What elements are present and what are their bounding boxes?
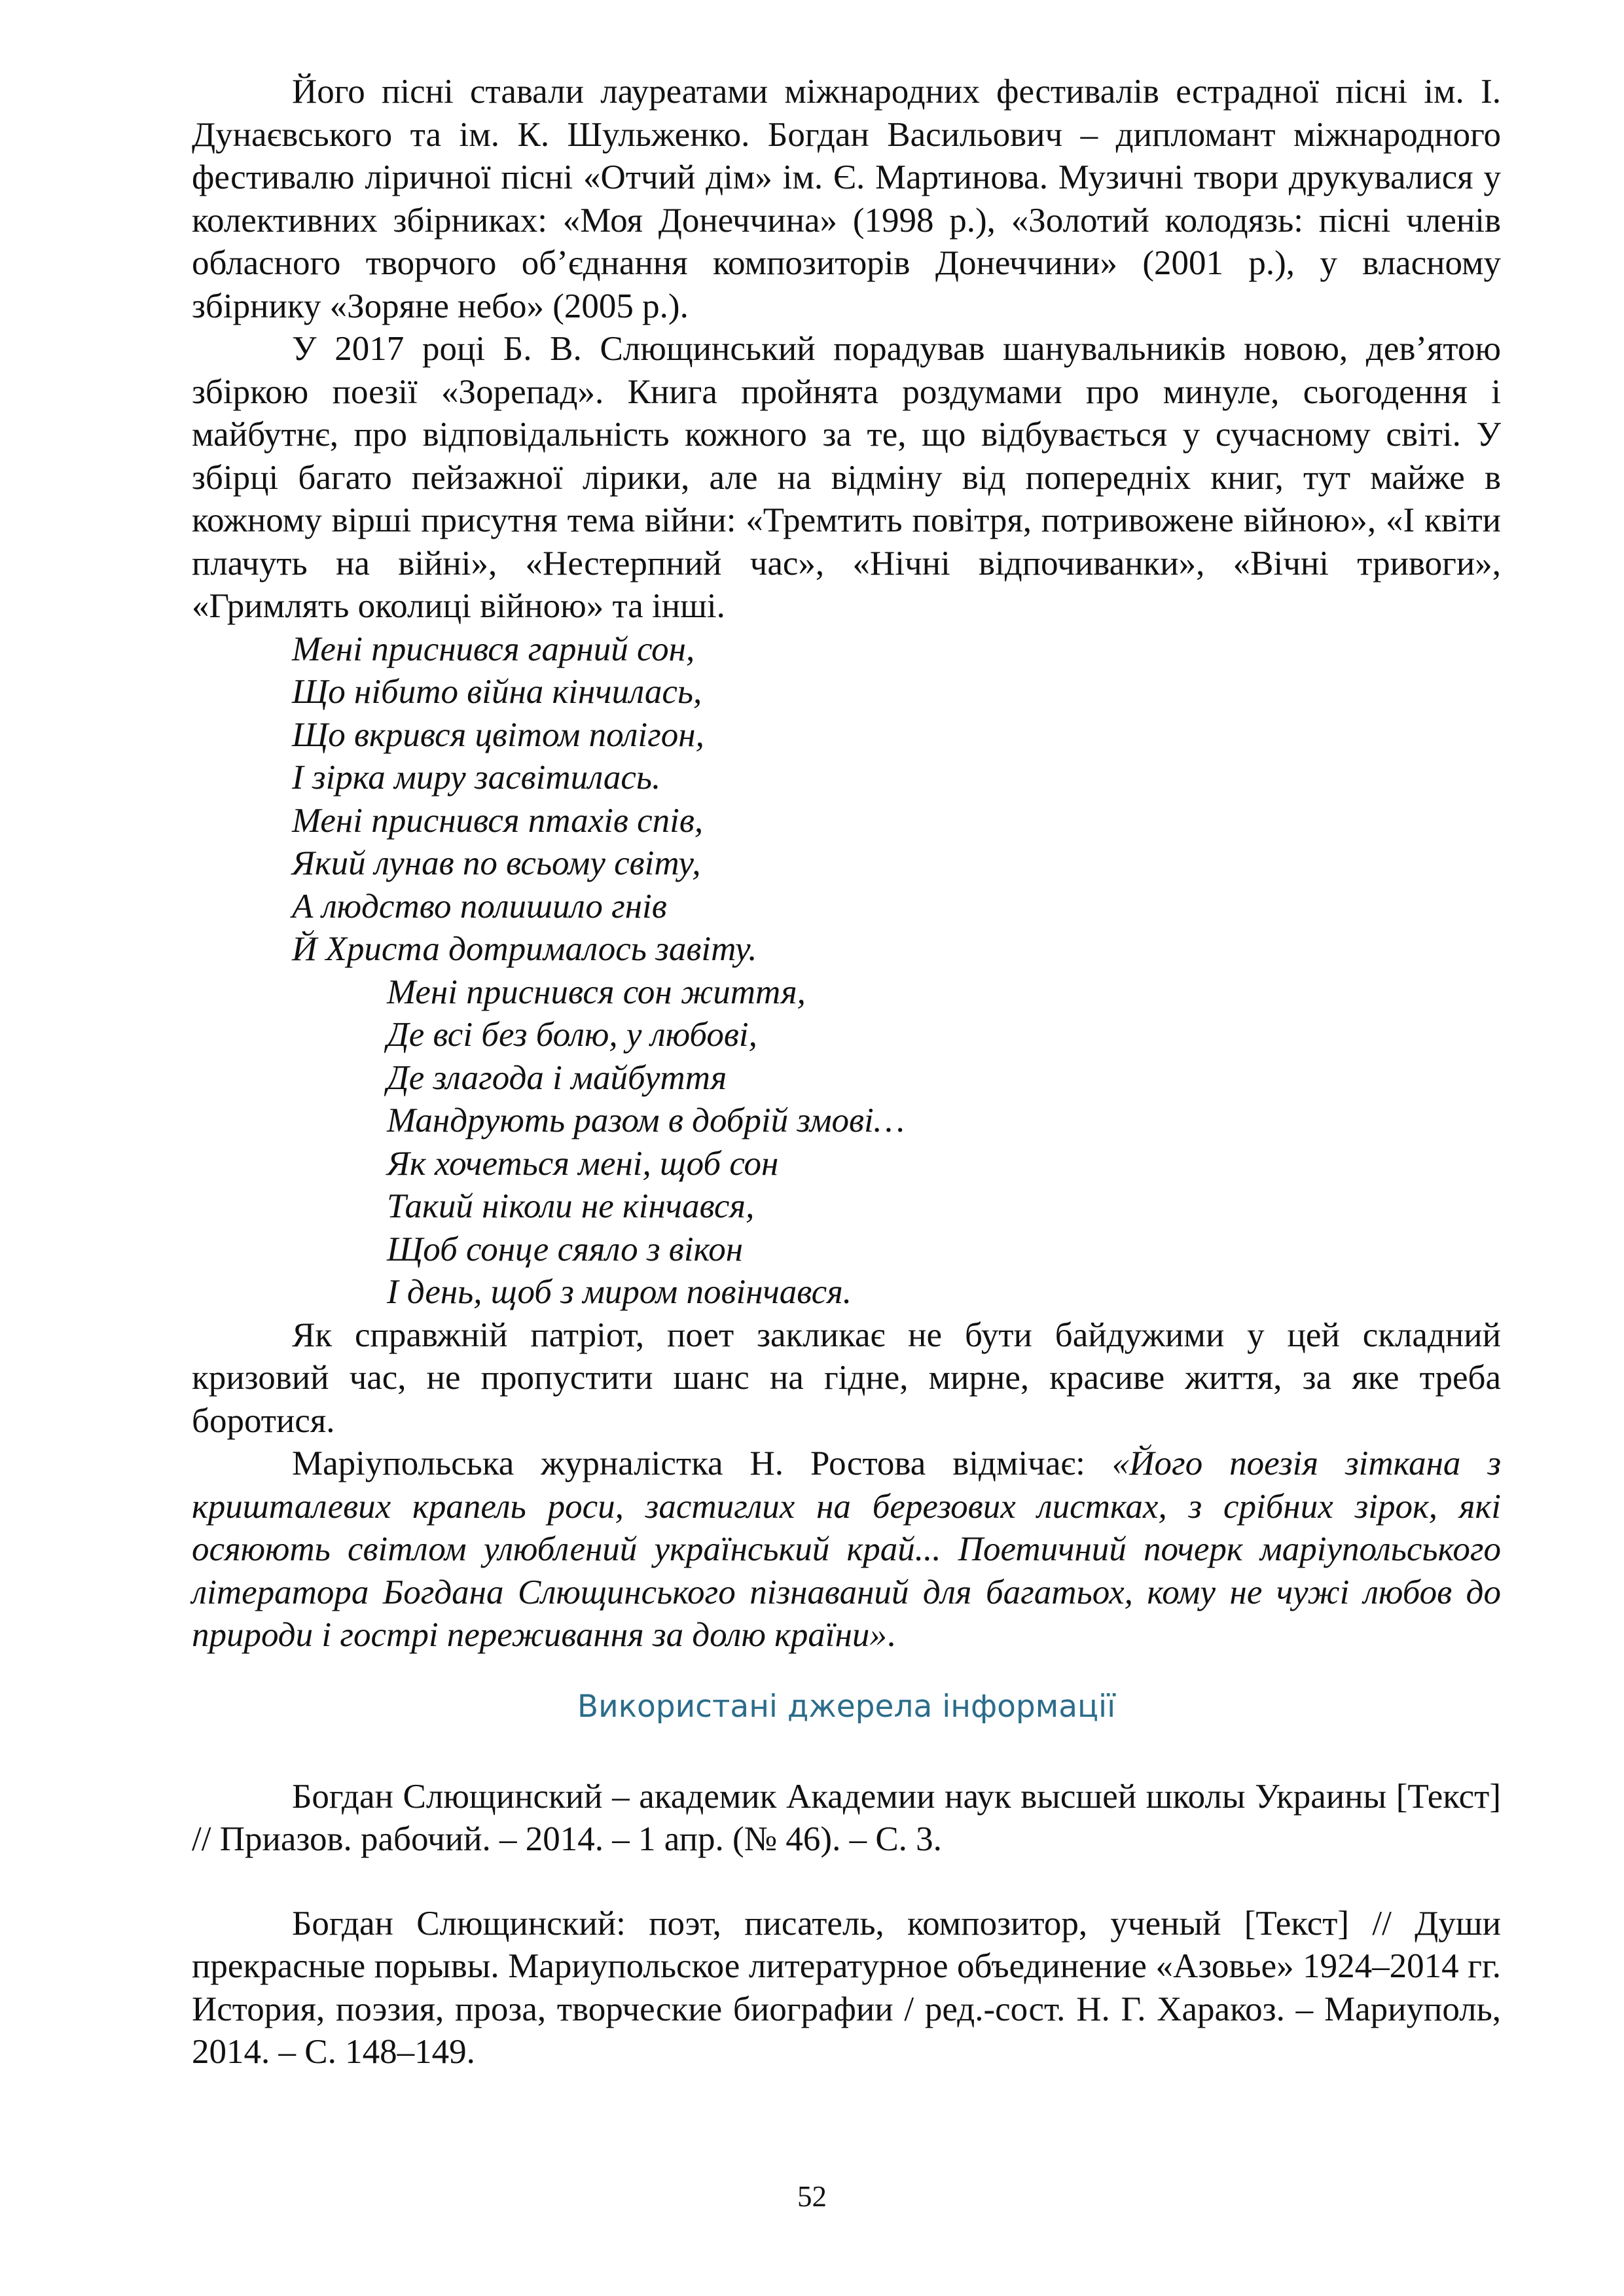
page-number: 52 <box>797 2180 827 2213</box>
poem-line: Мандрують разом в добрій змові… <box>387 1102 905 1139</box>
poem-line: Й Христа дотрималось завіту. <box>292 930 757 968</box>
poem-line: Що вкрився цвітом полігон, <box>292 715 704 754</box>
quote-lead: Маріупольська журналістка Н. Ростова відмічає: <box>292 1444 1112 1482</box>
poem-stanza <box>192 971 1501 1314</box>
quote-paragraph <box>192 1443 1501 1657</box>
page-content <box>192 71 1501 2074</box>
poem-line: І день, щоб з миром повінчався. <box>387 1273 852 1311</box>
poem-line: І зірка миру засвітилась. <box>292 759 661 797</box>
body-paragraph: У 2017 році Б. В. Слющинський порадував шанувальників новою, дев’ятою збіркою поезії «Зорепад». Книга пройнята роздумами про минуле, сьогодення і майбутнє, про відповідальність кожного за те, що відбувається у сучасному світі. У збірці багато пейзажної лірики, але на відміну від попередніх книг, тут майже в кожному вірші присутня тема війни: «Тремтить повітря, потривожене війною», «І квіти плачуть на війні», «Нестерпний час», «Нічні відпочиванки», «Вічні тривоги», «Гримлять околиці війною» та інші. <box>192 330 1501 625</box>
poem-stanza <box>192 628 1501 971</box>
poem-line: Мені приснився гарний сон, <box>292 630 695 668</box>
poem <box>192 628 1501 1314</box>
poem-line: Мені приснився сон життя, <box>387 973 806 1011</box>
poem-line: Де всі без болю, у любові, <box>387 1016 757 1054</box>
source-reference: Богдан Слющинский: поэт, писатель, композитор, ученый [Текст] // Души прекрасные порывы. Мариупольское литературное объединение «Азовье» 1924–2014 гг. История, поэзия, проза, творческие биографии / ред.-сост. Н. Г. Харакоз. – Мариуполь, 2014. – С. 148–149. <box>192 1904 1501 2071</box>
quote-text: «Його поезія зіткана з кришталевих крапель роси, застиглих на березових листках, з срібних зірок, які осяюють світлом улюблений український край... Поетичний почерк маріупольського літератора Богдана Слющинського пізнаваний для багатьох, кому не чужі любов до природи і гострі переживання за долю країни» <box>192 1444 1501 1654</box>
poem-line: Такий ніколи не кінчався, <box>387 1187 755 1225</box>
sources-heading: Використані джерела інформації <box>577 1688 1116 1725</box>
poem-line: Що нібито війна кінчилась, <box>292 673 702 711</box>
poem-line: Де злагода і майбуття <box>387 1058 727 1097</box>
poem-line: А людство полишило гнів <box>292 887 667 925</box>
poem-line: Щоб сонце сяяло з вікон <box>387 1230 744 1268</box>
poem-line: Який лунав по всьому світу, <box>292 844 701 882</box>
quote-tail: . <box>886 1616 896 1654</box>
source-reference: Богдан Слющинский – академик Академии наук высшей школы Украины [Текст] // Приазов. рабочий. – 2014. – 1 апр. (№ 46). – С. 3. <box>192 1777 1501 1858</box>
body-paragraph: Його пісні ставали лауреатами міжнародних фестивалів естрадної пісні ім. І. Дунаєвського та ім. К. Шульженко. Богдан Васильович – дипломант міжнародного фестивалю ліричної пісні «Отчий дім» ім. Є. Мартинова. Музичні твори друкувалися у колективних збірниках: «Моя Донеччина» (1998 р.), «Золотий колодязь: пісні членів обласного творчого об’єднання композиторів Донеччини» (2001 р.), у власному збірнику «Зоряне небо» (2005 р.). <box>192 73 1501 325</box>
body-paragraph: Як справжній патріот, поет закликає не бути байдужими у цей складний кризовий час, не пропустити шанс на гідне, мирне, красиве життя, за яке треба боротися. <box>192 1316 1501 1440</box>
poem-line: Мені приснився птахів спів, <box>292 801 704 840</box>
poem-line: Як хочеться мені, щоб сон <box>387 1144 779 1183</box>
